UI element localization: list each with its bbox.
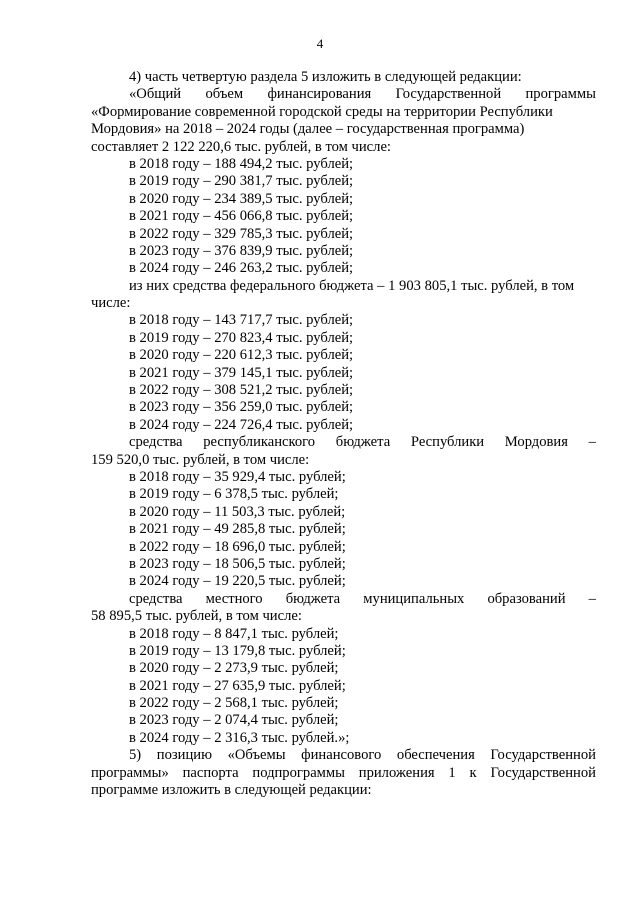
republic-year-line: в 2023 году – 18 506,5 тыс. рублей;: [129, 555, 346, 572]
word: объем: [205, 86, 244, 103]
word: –: [588, 590, 596, 607]
total-year-line: в 2018 году – 188 494,2 тыс. рублей;: [129, 155, 354, 172]
republic-year-line: в 2020 году – 11 503,3 тыс. рублей;: [129, 503, 346, 520]
total-year-line: в 2023 году – 376 839,9 тыс. рублей;: [129, 242, 354, 259]
local-year-line: в 2024 году – 2 316,3 тыс. рублей.»;: [129, 729, 350, 746]
federal-year-line: в 2019 году – 270 823,4 тыс. рублей;: [129, 329, 354, 346]
republic-line1: [91, 434, 596, 451]
word: приложения: [358, 764, 435, 781]
local-year-line: в 2020 году – 2 273,9 тыс. рублей;: [129, 660, 339, 677]
local-year-line: в 2023 году – 2 074,4 тыс. рублей;: [129, 712, 339, 729]
item5-line3: программе изложить в следующей редакции:: [91, 782, 372, 799]
word: финансового: [301, 747, 382, 764]
page-number: 4: [316, 36, 324, 51]
local-line2: 58 895,5 тыс. рублей, в том числе:: [91, 608, 302, 625]
total-year-line: в 2021 году – 456 066,8 тыс. рублей;: [129, 208, 354, 225]
federal-year-line: в 2020 году – 220 612,3 тыс. рублей;: [129, 347, 354, 364]
word: бюджета: [335, 434, 391, 451]
total-year-line: в 2019 году – 290 381,7 тыс. рублей;: [129, 173, 354, 190]
republic-year-line: в 2021 году – 49 285,8 тыс. рублей;: [129, 521, 346, 538]
local-year-line: в 2021 году – 27 635,9 тыс. рублей;: [129, 677, 346, 694]
word: Государственной: [490, 747, 596, 764]
word: местного: [205, 590, 263, 607]
item5-line1: [91, 747, 596, 764]
word: муниципальных: [363, 590, 465, 607]
republic-line2: 159 520,0 тыс. рублей, в том числе:: [91, 451, 310, 468]
word: обеспечения: [396, 747, 475, 764]
item5-line2: [91, 765, 596, 782]
word: 1: [448, 764, 456, 781]
para1-line3: Мордовия» на 2018 – 2024 годы (далее – государственная программа): [91, 121, 525, 138]
federal-line2: числе:: [91, 295, 131, 312]
para1-line1: [91, 86, 596, 103]
federal-year-line: в 2021 году – 379 145,1 тыс. рублей;: [129, 364, 354, 381]
word: программы»: [91, 764, 169, 781]
federal-line1: из них средства федерального бюджета – 1 903 805,1 тыс. рублей, в том: [129, 277, 575, 294]
republic-year-line: в 2018 году – 35 929,4 тыс. рублей;: [129, 468, 346, 485]
word: Мордовия: [504, 434, 568, 451]
republic-year-line: в 2022 году – 18 696,0 тыс. рублей;: [129, 538, 346, 555]
word: «Общий: [129, 86, 182, 103]
intro-line: 4) часть четвертую раздела 5 изложить в следующей редакции:: [129, 69, 522, 85]
word: бюджета: [285, 590, 341, 607]
republic-year-line: в 2024 году – 19 220,5 тыс. рублей;: [129, 573, 346, 590]
word: средства: [129, 590, 183, 607]
word: финансирования: [267, 86, 372, 103]
word: программы: [525, 86, 596, 103]
local-line1: [91, 591, 596, 608]
word: республиканского: [203, 434, 316, 451]
local-year-line: в 2019 году – 13 179,8 тыс. рублей;: [129, 642, 346, 659]
federal-year-line: в 2024 году – 224 726,4 тыс. рублей;: [129, 416, 354, 433]
word: 5): [129, 747, 142, 764]
word: к: [469, 764, 477, 781]
para1-line2: «Формирование современной городской среды на территории Республики: [91, 103, 553, 120]
republic-year-line: в 2019 году – 6 378,5 тыс. рублей;: [129, 486, 339, 503]
word: позицию: [156, 747, 212, 764]
para1-line4: составляет 2 122 220,6 тыс. рублей, в том числе:: [91, 138, 391, 155]
federal-year-line: в 2018 году – 143 717,7 тыс. рублей;: [129, 312, 354, 329]
word: паспорта: [182, 764, 239, 781]
total-year-line: в 2020 году – 234 389,5 тыс. рублей;: [129, 190, 354, 207]
total-year-line: в 2022 году – 329 785,3 тыс. рублей;: [129, 225, 354, 242]
word: «Объемы: [227, 747, 286, 764]
word: Республики: [410, 434, 485, 451]
word: средства: [129, 434, 183, 451]
total-year-line: в 2024 году – 246 263,2 тыс. рублей;: [129, 260, 354, 277]
document-body: [91, 69, 596, 799]
word: Государственной: [490, 764, 596, 781]
word: образований: [487, 590, 566, 607]
word: подпрограммы: [252, 764, 345, 781]
word: Государственной: [395, 86, 502, 103]
word: –: [588, 434, 596, 451]
federal-year-line: в 2022 году – 308 521,2 тыс. рублей;: [129, 382, 354, 399]
local-year-line: в 2022 году – 2 568,1 тыс. рублей;: [129, 695, 339, 712]
federal-year-line: в 2023 году – 356 259,0 тыс. рублей;: [129, 399, 354, 416]
local-year-line: в 2018 году – 8 847,1 тыс. рублей;: [129, 625, 339, 642]
